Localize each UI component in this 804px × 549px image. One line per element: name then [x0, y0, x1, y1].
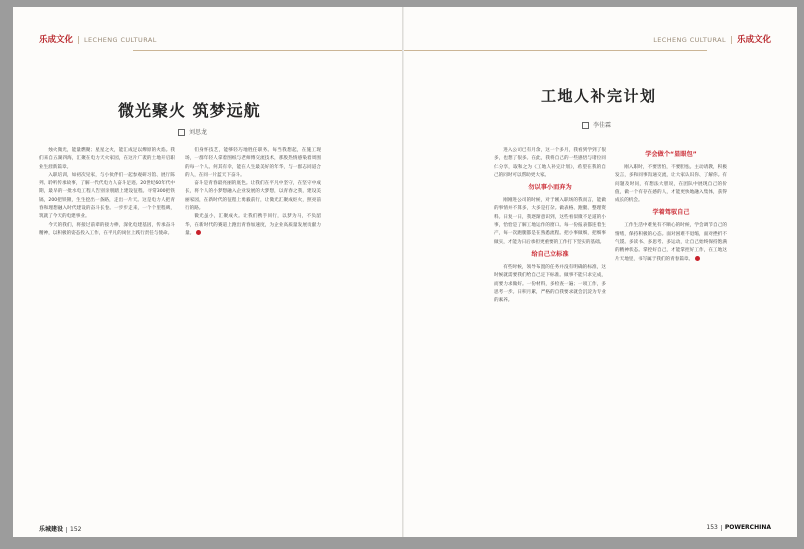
subheading: 学着驾驭自己	[652, 209, 690, 217]
paragraph-text: 微光虽小，汇聚成火。让我们携手同行，以梦为马，不负韶华，在新时代的赛道上跑出青春加速度，为企业高质量发展贡献力量。	[185, 214, 321, 236]
footer-brand: 乐城建设	[39, 526, 64, 533]
right-column-1	[494, 147, 606, 305]
paragraph	[185, 213, 321, 238]
right-page-footer	[706, 524, 771, 531]
paragraph: 刚刚进公司的时候，对于刚入职场的我而言，能做的事情并不算多，大多是打杂。做表格、跑腿、整理资料。日复一日，我逐渐意识到，这些看似微不足道的小事，恰恰是了解工地运作的窗口。每一份报表都连着生产，每一次跑腿都是在熟悉流程。把小事做细，把细事做实，才能为日后承担更重要的工作打下坚实的基础。	[494, 198, 606, 245]
byline	[178, 127, 207, 136]
page-number: 152	[70, 526, 82, 533]
section-subtitle-en: LECHENG CULTURAL	[653, 36, 726, 44]
footer-divider	[721, 525, 722, 531]
paragraph: 今天的我们，将接过前辈的接力棒，深化电建基因，传承奋斗精神，以积极的姿态投入工作，在平凡的岗位上践行责任与使命。	[39, 222, 175, 236]
end-mark-icon	[695, 256, 700, 261]
footer-divider	[66, 527, 67, 533]
header-rule	[133, 50, 406, 51]
author-name: 刘思龙	[189, 129, 208, 136]
right-column-2	[615, 147, 727, 264]
header-divider	[78, 36, 79, 44]
left-column-2	[185, 147, 321, 238]
section-subtitle-en: LECHENG CULTURAL	[84, 36, 157, 44]
left-page-header	[39, 33, 157, 47]
left-page	[13, 7, 406, 537]
left-page-footer	[39, 524, 81, 533]
paragraph: 奋斗是青春最亮丽的底色。让我们在平凡中坚守，在坚守中成长，将个人的小梦想融入企业发展的大梦想，以青春之我，建设美丽家园，在新时代的征程上勇毅前行，让微光汇聚成炬火，照亮前行的路。	[185, 181, 321, 212]
byline	[582, 120, 611, 129]
paragraph: 入职培训，如初次见家，与小伙伴们一起参观研习馆、展厅陈列、聆听传承故事，了解一代代电力人奋斗足迹。20世纪60年代中期，最早的一批水电工程人告别亲朋踏上建设征程。寻常300把铁镐，200把铁锹，生生挖出一条路，走出一片天。这是电力人把青春和理想融入时代建设的奋斗长卷。一步步走来，一个个里程碑，筑就了今天的电建事业。	[39, 172, 175, 220]
section-title: 乐成文化	[736, 35, 771, 45]
article-title: 微光聚火 筑梦远航	[118, 101, 261, 120]
footer-brand: POWERCHINA	[724, 524, 771, 531]
paragraph: 烛火微光，能量燃聚；星星之火，能汇成足以燎原的火焰。我们来自五湖四海，汇聚在电力天火家园，在这片广袤的土地开启职业生涯新篇章。	[39, 148, 175, 170]
subheading: 勿以事小而弃为	[528, 184, 572, 192]
subheading: 给自己立标准	[531, 250, 569, 258]
author-name: 李佳霖	[593, 122, 612, 129]
header-divider	[731, 36, 732, 44]
left-column-1	[39, 147, 175, 238]
header-rule	[404, 50, 707, 51]
paragraph: 们身怀技艺，能够轻巧地胜任职务。每当我想起，在施工现场，一群年轻人拿着图纸与老师傅交流技术，那股热情感染着周围的每一个人。何其有幸，能在人生最美好的年华，与一群志同道合的人，在同一片蓝天下奋斗。	[185, 148, 321, 178]
intro-paragraph: 进入公司已有月余，这一个多月，我看到学到了很多，也想了很多。在此，我将自己的一些感悟与诸位同仁分享，取和之为《工地人补完计划》，希望在我的自己的同时可以帮助更大家。	[494, 148, 606, 178]
paragraph-text: 工作生活中难免有不顺心的时候，学会调节自己的情绪，保持积极的心态。面对困难不退缩，面对挫折不气馁。多读书、多思考、多运动，让自己始终保持饱满的精神状态。掌控好自己，才能掌控好工作，在工地这片天地里，书写属于我们的青春篇章。	[615, 223, 727, 262]
paragraph	[615, 222, 727, 263]
subheading: 学会做个“显眼包”	[645, 151, 697, 158]
author-box-icon	[178, 129, 185, 136]
author-box-icon	[582, 122, 589, 129]
right-page	[404, 7, 797, 537]
article-title: 工地人补完计划	[541, 87, 657, 105]
page-number: 153	[706, 524, 718, 531]
paragraph: 刚入职时，不要害怕，不要胆怯。主动请教，积极发言，多和同事沟通交流，让大家认识你、了解你。有问题及时问，有想法大胆说，在团队中展现自己的价值，做一个有存在感的人，才能更快地融入集体，获得成长的机会。	[615, 165, 727, 204]
section-title: 乐成文化	[39, 35, 74, 45]
paragraph: 有些时候，领导布置的任务并没有明确的标准，这时候就需要我们给自己定下标准。做事不能只求完成，而要力求做好。一份材料，多检查一遍；一项工作，多思考一步。日积月累，严格的自我要求就会沉淀为专业的素养。	[494, 264, 606, 304]
end-mark-icon	[196, 230, 201, 235]
right-page-header	[653, 33, 771, 47]
